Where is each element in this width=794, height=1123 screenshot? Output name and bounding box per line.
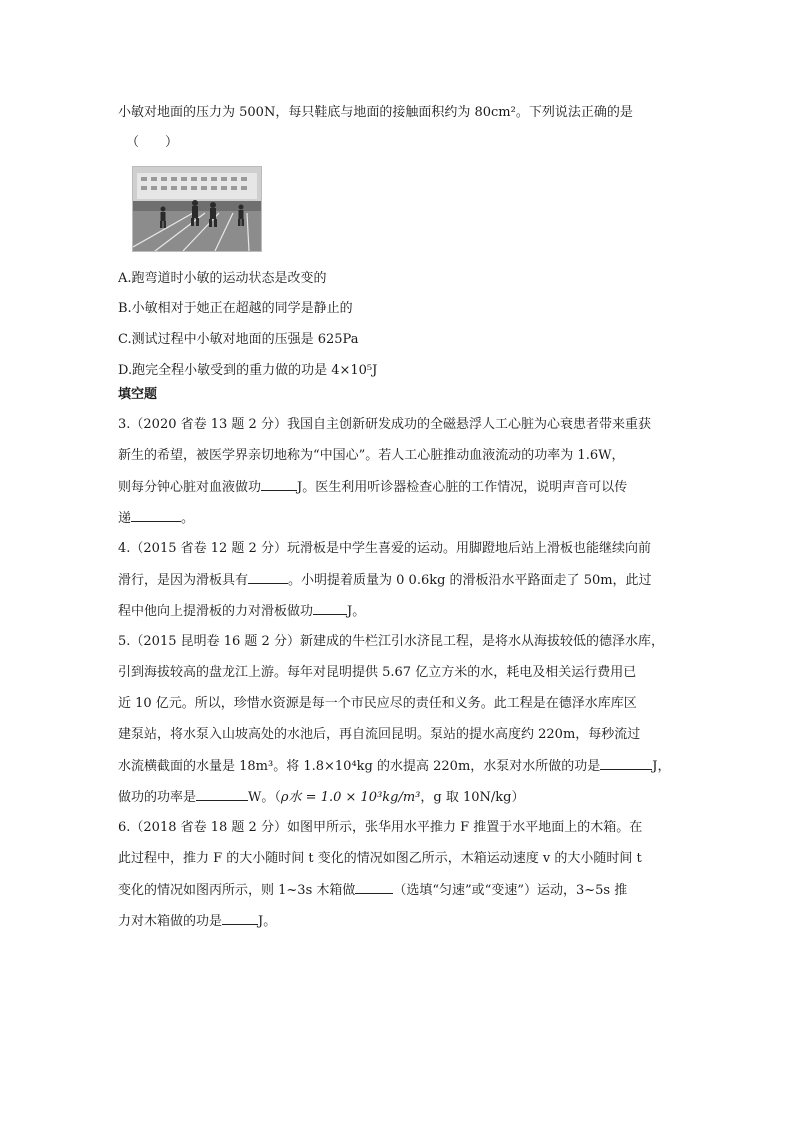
q6-line-4 <box>118 912 276 931</box>
q3-line-2: 新生的希望，被医学界亲切地称为“中国心”。若人工心脏推动血液流动的功率为 1.6W， <box>118 448 625 463</box>
q3-answer-blank-2[interactable] <box>131 509 181 522</box>
q4-answer-blank-1[interactable] <box>248 571 288 584</box>
q5-text-5a: 水流横截面的水量是 18m³。将 1.8×10⁴kg 的水提高 220m，水泵对水所做的功是 <box>118 759 601 774</box>
q2-intro-line: 小敏对地面的压力为 500N，每只鞋底与地面的接触面积约为 80cm²。下列说法正确的是 <box>118 105 633 120</box>
q3-text-4b: 。 <box>181 511 195 526</box>
q5-water-density-formula: ρ水 = 1.0 × 10³kg/m³ <box>280 790 421 805</box>
q4-line-1: 4.（2015 省卷 12 题 2 分）玩滑板是中学生喜爱的运动。用脚蹬地后站上滑板也能继续向前 <box>118 541 651 556</box>
q6-text-3b: （选填“匀速”或“变速”）运动，3~5s 推 <box>393 883 628 898</box>
q3-text-4a: 递 <box>118 511 132 526</box>
q5-text-5b: J， <box>652 759 671 774</box>
q2-option-b: B.小敏相对于她正在超越的同学是静止的 <box>118 301 353 316</box>
running-track-photo <box>132 166 262 252</box>
q3-answer-blank-1[interactable] <box>261 478 297 491</box>
q5-text-6a: 做功的功率是 <box>118 790 197 805</box>
q6-text-4a: 力对木箱做的功是 <box>118 914 223 929</box>
q5-answer-blank-1[interactable] <box>600 757 652 770</box>
q5-line-2: 引到海拔较高的盘龙江上游。每年对昆明提供 5.67 亿立方米的水，耗电及相关运行费用已 <box>118 665 637 680</box>
q3-line-4 <box>118 509 194 528</box>
q6-text-3a: 变化的情况如图丙所示，则 1~3s 木箱做 <box>118 883 356 898</box>
q5-line-4: 建泵站，将水泵入山坡高处的水池后，再自流回昆明。泵站的提水高度约 220m，每秒流过 <box>118 727 641 742</box>
section-title-fill-in: 填空题 <box>118 387 158 402</box>
q5-answer-blank-2[interactable] <box>196 788 248 801</box>
q5-line-5 <box>118 757 671 776</box>
q4-text-3a: 程中他向上提滑板的力对滑板做功 <box>118 604 314 619</box>
q5-line-3: 近 10 亿元。所以，珍惜水资源是每一个市民应尽的责任和义务。此工程是在德泽水库库区 <box>118 696 637 711</box>
q2-answer-paren: （ ） <box>126 135 179 150</box>
q5-text-6d: ，g 取 10N/kg） <box>420 790 525 805</box>
q3-line-3 <box>118 478 627 497</box>
q6-text-4b: J。 <box>258 914 277 929</box>
q2-option-a: A.跑弯道时小敏的运动状态是改变的 <box>118 271 327 286</box>
q3-text-3a: 则每分钟心脏对血液做功 <box>118 480 262 495</box>
q5-line-6 <box>118 788 525 807</box>
q6-line-1: 6.（2018 省卷 18 题 2 分）如图甲所示，张华用水平推力 F 推置于水平地面上的木箱。在 <box>118 820 643 835</box>
q5-line-1: 5.（2015 昆明卷 16 题 2 分）新建成的牛栏江引水济昆工程，是将水从海拔较低的德泽水库， <box>118 634 664 649</box>
q4-answer-blank-2[interactable] <box>313 602 347 615</box>
q3-text-3b: J。医生利用听诊器检查心脏的工作情况，说明声音可以传 <box>297 480 628 495</box>
q6-line-2: 此过程中，推力 F 的大小随时间 t 变化的情况如图乙所示，木箱运动速度 v 的大小随时间 t <box>118 851 642 866</box>
q5-text-6b: W。（ <box>248 790 281 805</box>
q6-answer-blank-2[interactable] <box>222 912 258 925</box>
q2-option-c: C.测试过程中小敏对地面的压强是 625Pa <box>118 332 359 347</box>
q4-text-2a: 滑行，是因为滑板具有 <box>118 573 249 588</box>
q4-text-3b: J。 <box>347 604 366 619</box>
q4-line-3 <box>118 602 365 621</box>
q2-option-d: D.跑完全程小敏受到的重力做的功是 4×10⁵J <box>118 363 378 378</box>
q4-text-2b: 。小明提着质量为 0 0.6kg 的滑板沿水平路面走了 50m，此过 <box>288 573 652 588</box>
q3-line-1: 3.（2020 省卷 13 题 2 分）我国自主创新研发成功的全磁悬浮人工心脏为心衰患者带来重获 <box>118 417 651 432</box>
q4-line-2 <box>118 571 652 590</box>
q6-line-3 <box>118 881 627 900</box>
running-track-illustration <box>133 167 261 251</box>
q6-answer-blank-1[interactable] <box>355 881 393 894</box>
